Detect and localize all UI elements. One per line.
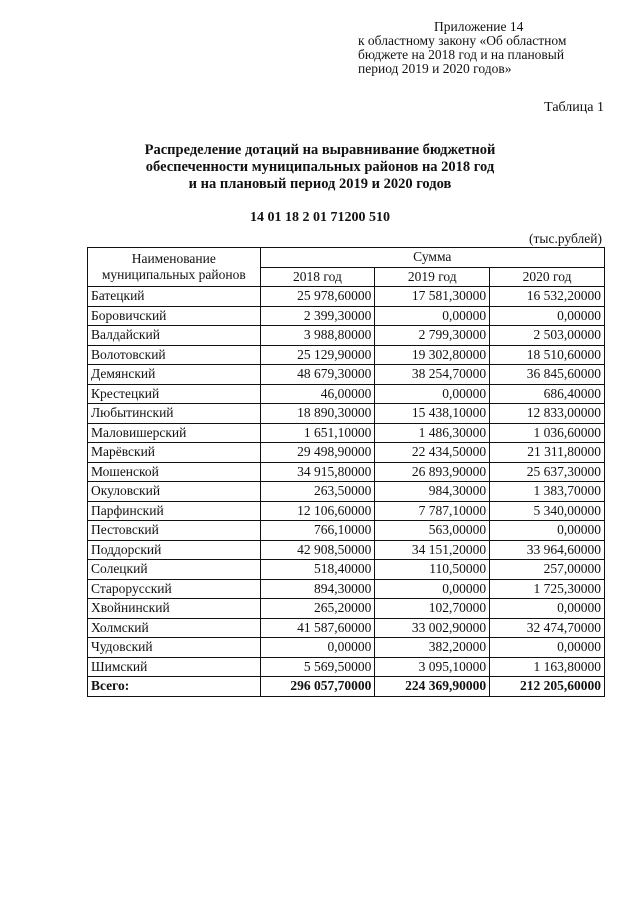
amount-2018: 1 651,10000 (260, 423, 375, 443)
amount-2020: 12 833,00000 (490, 404, 605, 424)
table-row (88, 423, 605, 443)
amount-2019: 26 893,90000 (375, 462, 490, 482)
amount-2018: 18 890,30000 (260, 404, 375, 424)
table-row (88, 599, 605, 619)
appendix-note (358, 20, 628, 76)
title-line-1: Распределение дотаций на выравнивание бюджетной (144, 142, 496, 158)
table-row (88, 560, 605, 580)
amount-2020: 0,00000 (490, 521, 605, 541)
district-name: Любытинский (88, 404, 261, 424)
amount-2018: 41 587,60000 (260, 618, 375, 638)
title-line-2: обеспеченности муниципальных районов на 2018 год (145, 159, 495, 175)
appendix-line-3: бюджете на 2018 год и на плановый (358, 47, 565, 62)
district-name: Волотовский (88, 345, 261, 365)
table-row (88, 579, 605, 599)
district-name: Старорусский (88, 579, 261, 599)
amount-2019: 984,30000 (375, 482, 490, 502)
amount-2020: 1 383,70000 (490, 482, 605, 502)
amount-2019: 7 787,10000 (375, 501, 490, 521)
amount-2020: 257,00000 (490, 560, 605, 580)
amount-2019: 2 799,30000 (375, 326, 490, 346)
total-row (88, 677, 605, 697)
district-name: Чудовский (88, 638, 261, 658)
amount-2019: 110,50000 (375, 560, 490, 580)
district-name: Демянский (88, 365, 261, 385)
amount-2019: 33 002,90000 (375, 618, 490, 638)
amount-2018: 518,40000 (260, 560, 375, 580)
amount-2018: 0,00000 (260, 638, 375, 658)
amount-2018: 29 498,90000 (260, 443, 375, 463)
district-name: Крестецкий (88, 384, 261, 404)
subsidy-table (87, 247, 605, 697)
table-row (88, 404, 605, 424)
amount-2020: 25 637,30000 (490, 462, 605, 482)
table-row (88, 384, 605, 404)
amount-2020: 5 340,00000 (490, 501, 605, 521)
amount-2020: 0,00000 (490, 599, 605, 619)
amount-2018: 46,00000 (260, 384, 375, 404)
table-row (88, 618, 605, 638)
amount-2019: 17 581,30000 (375, 287, 490, 307)
amount-2018: 12 106,60000 (260, 501, 375, 521)
amount-2018: 25 129,90000 (260, 345, 375, 365)
header-sum: Сумма (260, 248, 604, 268)
district-name: Солецкий (88, 560, 261, 580)
district-name: Боровичский (88, 306, 261, 326)
amount-2018: 42 908,50000 (260, 540, 375, 560)
district-name: Батецкий (88, 287, 261, 307)
table-row (88, 365, 605, 385)
amount-2020: 33 964,60000 (490, 540, 605, 560)
amount-2019: 22 434,50000 (375, 443, 490, 463)
amount-2020: 0,00000 (490, 638, 605, 658)
district-name: Маловишерский (88, 423, 261, 443)
amount-2019: 0,00000 (375, 306, 490, 326)
district-name: Марёвский (88, 443, 261, 463)
amount-2019: 382,20000 (375, 638, 490, 658)
header-year-2019: 2019 год (375, 267, 490, 287)
appendix-line-2: к областному закону «Об областном (358, 33, 567, 48)
amount-2020: 32 474,70000 (490, 618, 605, 638)
amount-2019: 1 486,30000 (375, 423, 490, 443)
table-number: Таблица 1 (544, 100, 604, 115)
amount-2020: 686,40000 (490, 384, 605, 404)
table-row (88, 326, 605, 346)
table-row (88, 638, 605, 658)
district-name: Поддорский (88, 540, 261, 560)
district-name: Мошенской (88, 462, 261, 482)
header-district-name: Наименование муниципальных районов (88, 248, 261, 287)
table-row (88, 540, 605, 560)
units-label: (тыс.рублей) (529, 231, 602, 246)
amount-2020: 21 311,80000 (490, 443, 605, 463)
table-row (88, 287, 605, 307)
total-2020: 212 205,60000 (490, 677, 605, 697)
appendix-line-4: период 2019 и 2020 годов» (358, 61, 512, 76)
amount-2020: 1 725,30000 (490, 579, 605, 599)
amount-2018: 766,10000 (260, 521, 375, 541)
table-row (88, 482, 605, 502)
amount-2018: 3 988,80000 (260, 326, 375, 346)
amount-2018: 894,30000 (260, 579, 375, 599)
table-body (88, 287, 605, 697)
total-2019: 224 369,90000 (375, 677, 490, 697)
total-2018: 296 057,70000 (260, 677, 375, 697)
district-name: Хвойнинский (88, 599, 261, 619)
amount-2020: 0,00000 (490, 306, 605, 326)
district-name: Шимский (88, 657, 261, 677)
amount-2018: 48 679,30000 (260, 365, 375, 385)
district-name: Холмский (88, 618, 261, 638)
title-line-3: и на плановый период 2019 и 2020 годов (188, 176, 452, 192)
amount-2020: 16 532,20000 (490, 287, 605, 307)
amount-2018: 25 978,60000 (260, 287, 375, 307)
amount-2019: 0,00000 (375, 384, 490, 404)
budget-code: 14 01 18 2 01 71200 510 (250, 210, 390, 225)
amount-2020: 2 503,00000 (490, 326, 605, 346)
header-year-2018: 2018 год (260, 267, 375, 287)
amount-2020: 18 510,60000 (490, 345, 605, 365)
district-name: Парфинский (88, 501, 261, 521)
table-row (88, 462, 605, 482)
table-row (88, 345, 605, 365)
amount-2019: 19 302,80000 (375, 345, 490, 365)
amount-2019: 15 438,10000 (375, 404, 490, 424)
appendix-line-1: Приложение 14 (434, 19, 524, 34)
amount-2020: 1 036,60000 (490, 423, 605, 443)
amount-2018: 2 399,30000 (260, 306, 375, 326)
amount-2020: 1 163,80000 (490, 657, 605, 677)
amount-2018: 263,50000 (260, 482, 375, 502)
table-row (88, 657, 605, 677)
header-year-2020: 2020 год (490, 267, 605, 287)
table-row (88, 521, 605, 541)
amount-2019: 34 151,20000 (375, 540, 490, 560)
amount-2018: 34 915,80000 (260, 462, 375, 482)
amount-2019: 38 254,70000 (375, 365, 490, 385)
table-row (88, 443, 605, 463)
document-title (0, 142, 640, 193)
amount-2018: 265,20000 (260, 599, 375, 619)
total-label: Всего: (88, 677, 261, 697)
amount-2019: 0,00000 (375, 579, 490, 599)
amount-2019: 102,70000 (375, 599, 490, 619)
district-name: Окуловский (88, 482, 261, 502)
district-name: Валдайский (88, 326, 261, 346)
amount-2018: 5 569,50000 (260, 657, 375, 677)
amount-2020: 36 845,60000 (490, 365, 605, 385)
amount-2019: 563,00000 (375, 521, 490, 541)
table-row (88, 501, 605, 521)
table-row (88, 306, 605, 326)
amount-2019: 3 095,10000 (375, 657, 490, 677)
district-name: Пестовский (88, 521, 261, 541)
